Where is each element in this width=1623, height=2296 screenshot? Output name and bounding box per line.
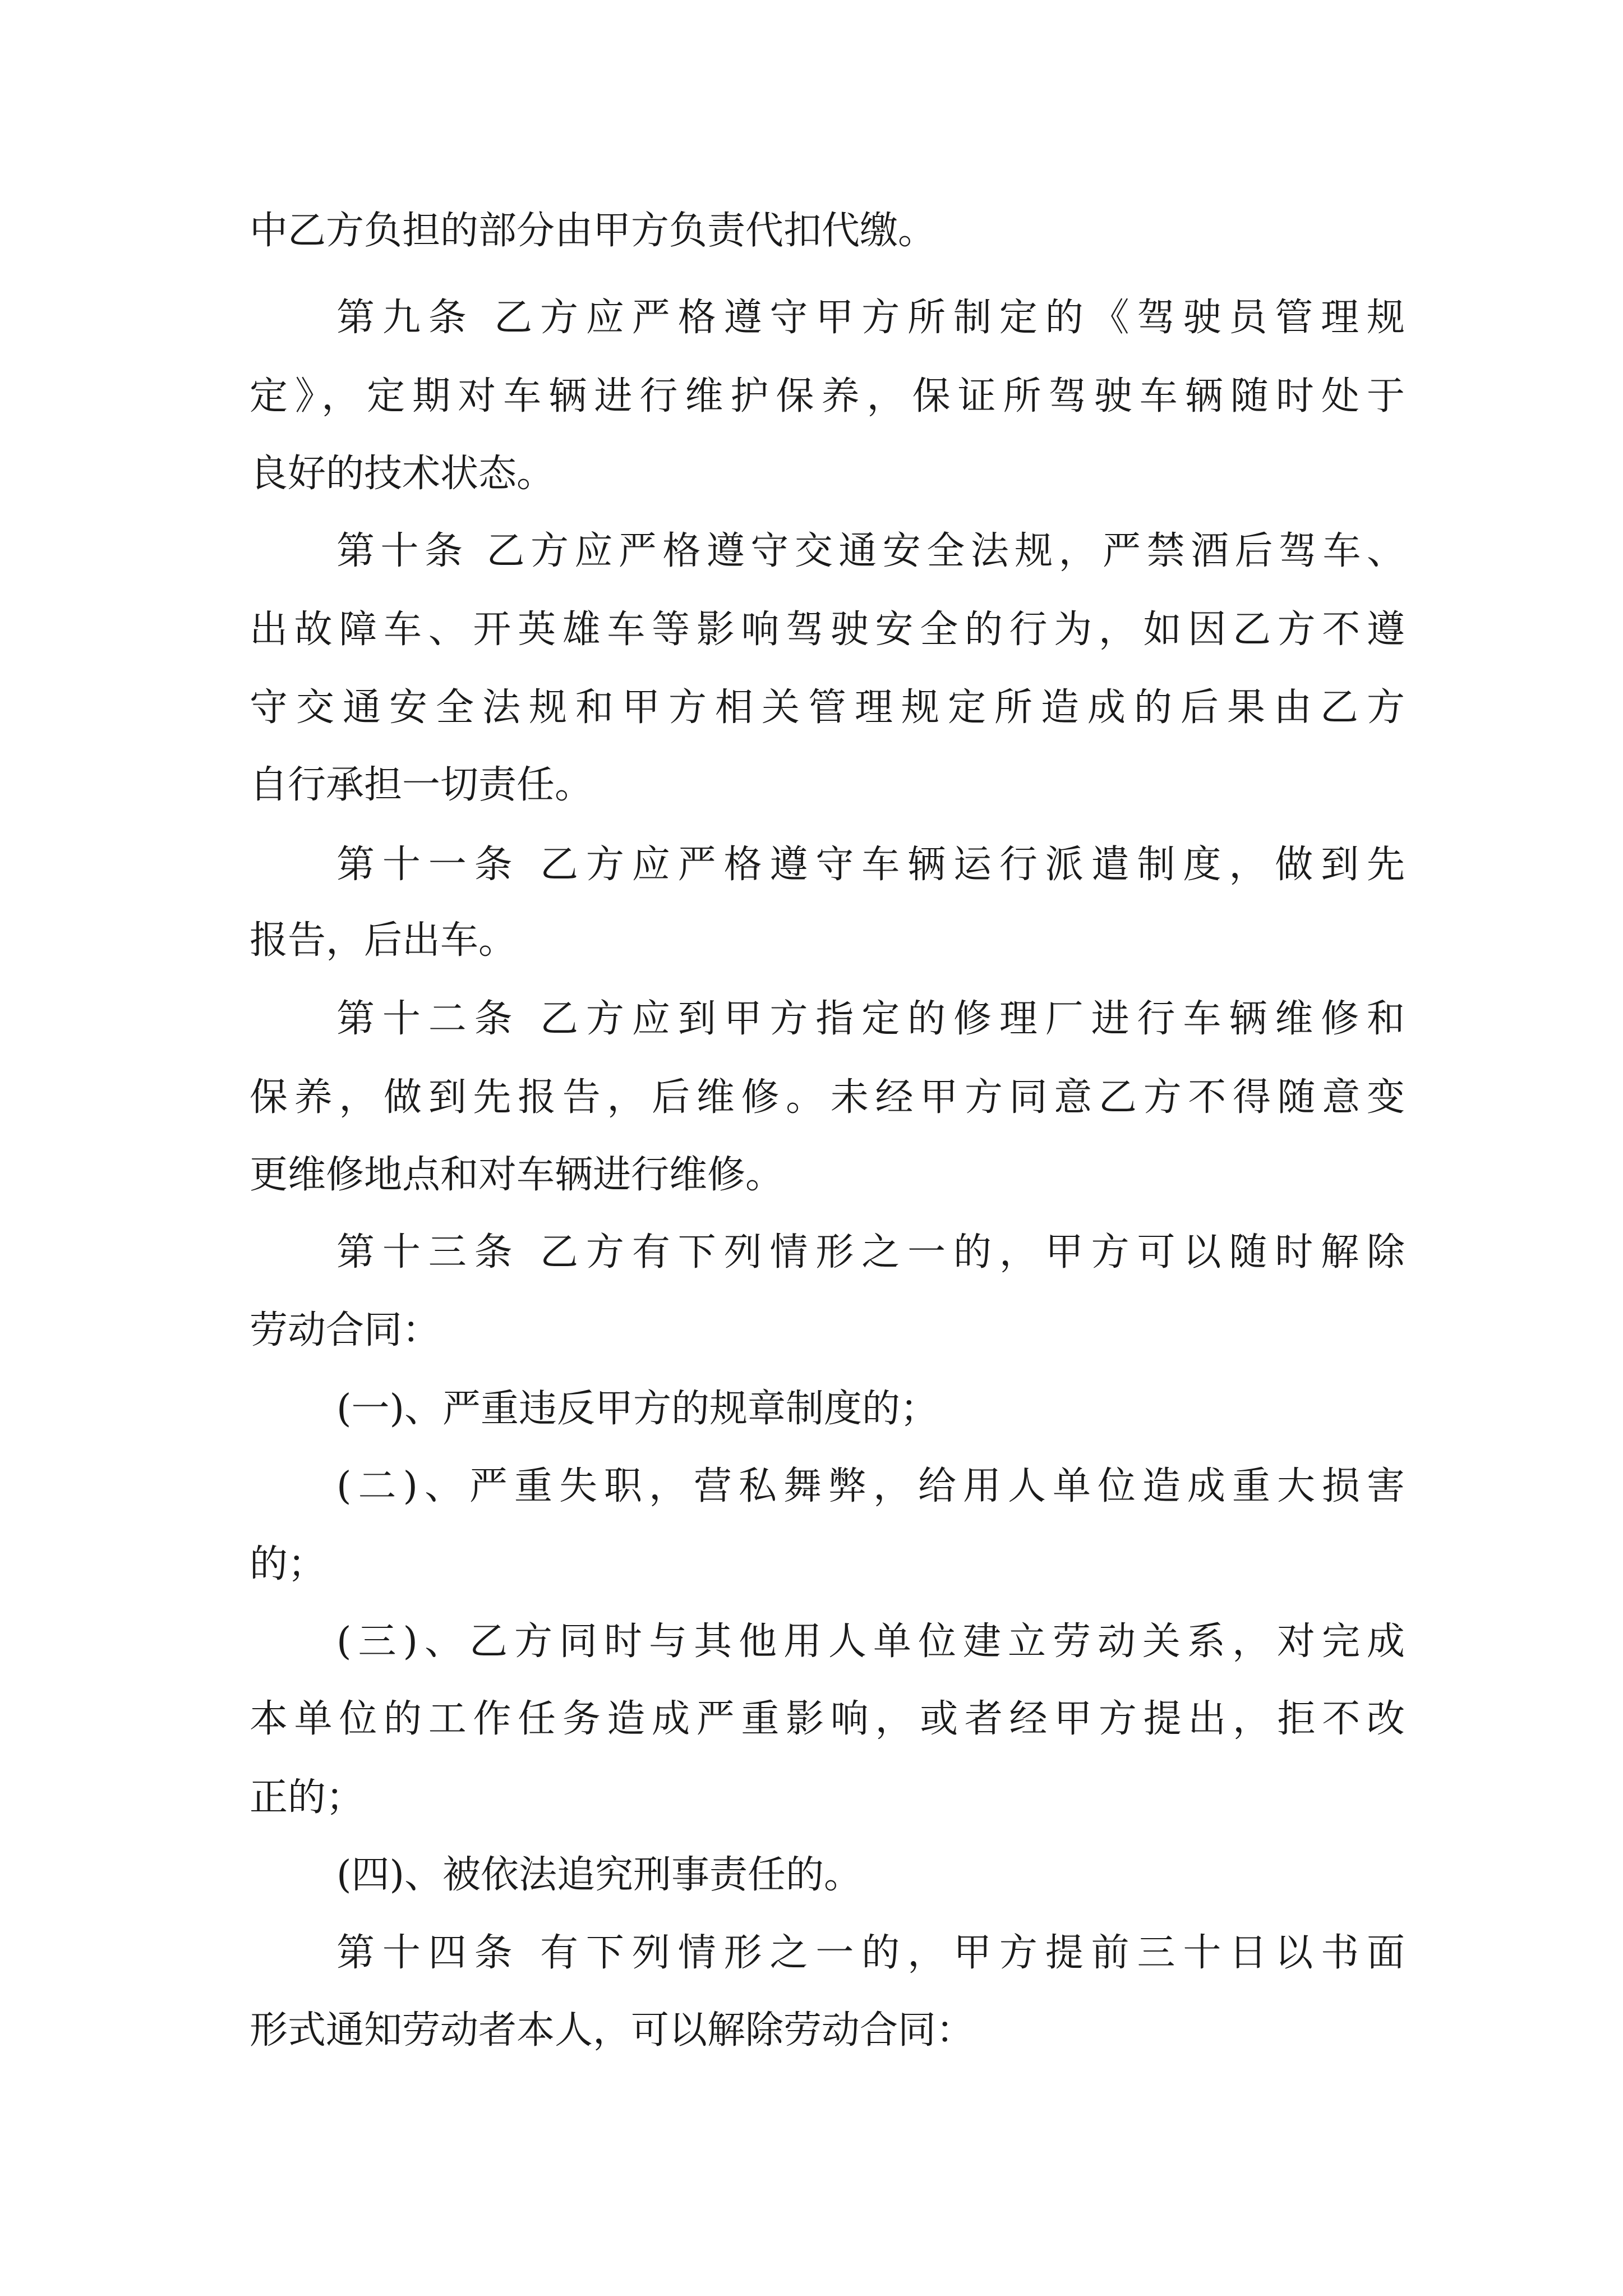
text-line: 报告，后出车。 [250,918,517,963]
text-line: 定》，定期对车辆进行维护保养，保证所驾驶车辆随时处于 [250,374,1405,418]
text-line: 第十条 乙方应严格遵守交通安全法规，严禁酒后驾车、 [336,529,1405,573]
text-line: 形式通知劳动者本人，可以解除劳动合同： [250,2008,975,2053]
text-line: 良好的技术状态。 [250,452,555,496]
text-line: (一)、严重违反甲方的规章制度的； [336,1387,939,1431]
text-line: 本单位的工作任务造成严重影响，或者经甲方提出，拒不改 [250,1697,1405,1741]
text-line: 劳动合同： [250,1308,441,1352]
text-line: 保养，做到先报告，后维修。未经甲方同意乙方不得随意变 [250,1075,1405,1120]
text-line: (二)、严重失职，营私舞弊，给用人单位造成重大损害 [336,1464,1405,1508]
text-line: (三)、乙方同时与其他用人单位建立劳动关系，对完成 [336,1619,1405,1664]
text-line: 的； [250,1542,326,1586]
text-line: (四)、被依法追究刑事责任的。 [336,1853,863,1897]
text-line: 正的； [250,1775,365,1820]
text-line: 中乙方负担的部分由甲方负责代扣代缴。 [250,209,937,253]
text-line: 第十四条 有下列情形之一的，甲方提前三十日以书面 [336,1931,1405,1975]
text-line: 更维修地点和对车辆进行维修。 [250,1153,784,1197]
text-line: 出故障车、开英雄车等影响驾驶安全的行为，如因乙方不遵 [250,608,1405,652]
text-line: 守交通安全法规和甲方相关管理规定所造成的后果由乙方 [250,685,1405,730]
text-line: 第十三条 乙方有下列情形之一的，甲方可以随时解除 [336,1230,1405,1274]
text-line: 第十二条 乙方应到甲方指定的修理厂进行车辆维修和 [336,997,1405,1041]
text-line: 第九条 乙方应严格遵守甲方所制定的《驾驶员管理规 [336,296,1405,340]
text-line: 自行承担一切责任。 [250,763,593,807]
text-line: 第十一条 乙方应严格遵守车辆运行派遣制度，做到先 [336,843,1405,887]
